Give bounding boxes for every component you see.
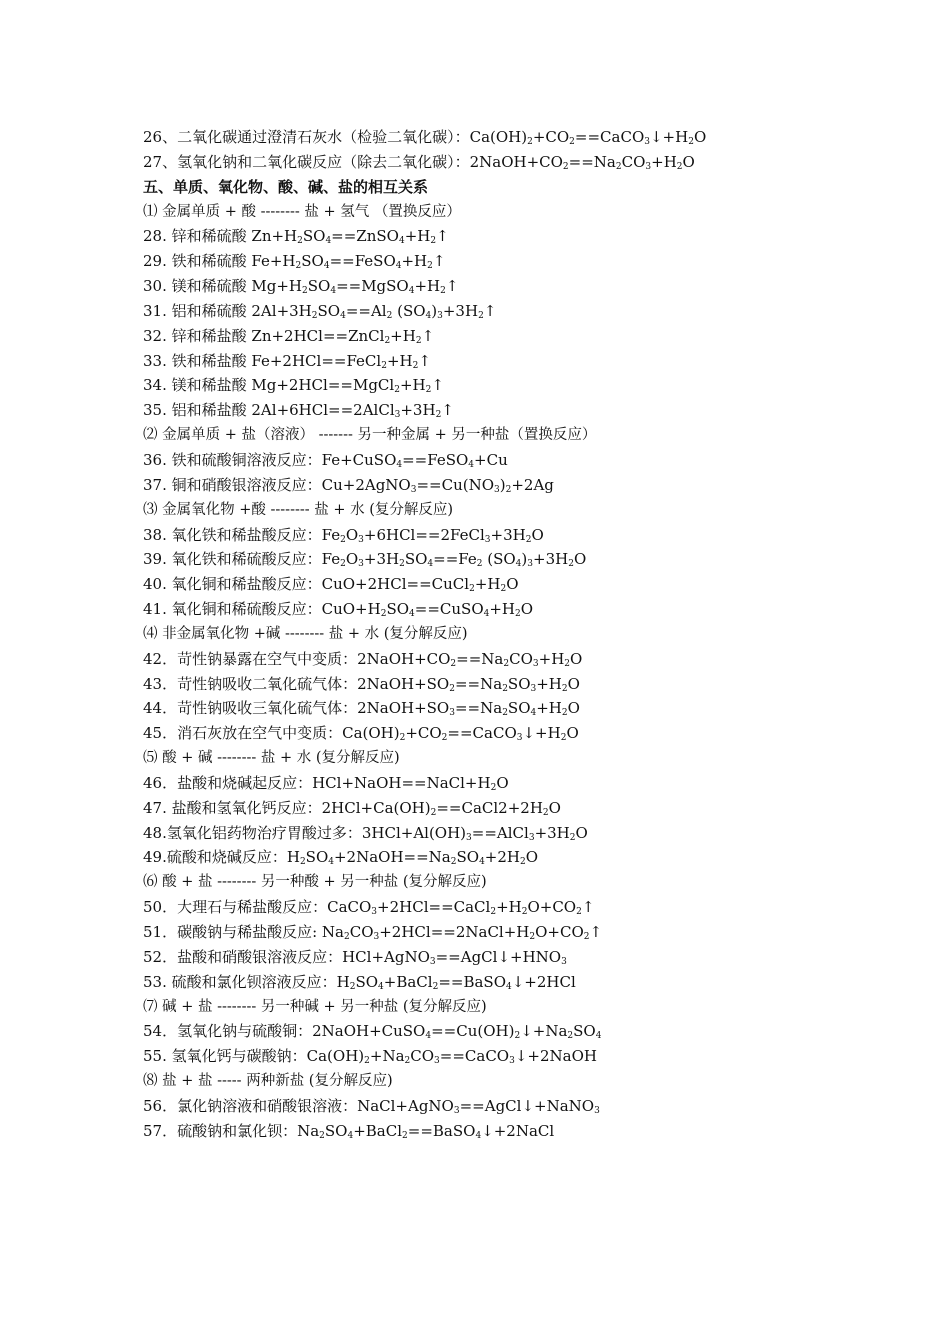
reaction-line: 41. 氧化铜和稀硫酸反应：$CuO+H_2SO_4==CuSO_4+H_2O$ <box>143 600 534 620</box>
reaction-line: 46．盐酸和烧碱起反应：$HCl+NaOH==NaCl+H_2O$ <box>143 773 509 793</box>
reaction-line: 31. 铝和稀硫酸 $2Al+3H_2SO_4==Al_2$ $(SO_4)_3+3H_2↑$ <box>143 301 497 321</box>
reaction-category: ⑶ 金属氧化物 +酸 -------- 盐 + 水 (复分解反应) <box>143 501 454 518</box>
reaction-line: 34. 镁和稀盐酸 $Mg+2HCl==MgCl_2+H_2↑$ <box>143 376 444 396</box>
reaction-line: 30. 镁和稀硫酸 $Mg+H_2SO_4==MgSO_4+H_2↑$ <box>143 277 459 297</box>
reaction-line: 50．大理石与稀盐酸反应：$CaCO_3+2HCl==CaCl_2+H_2O+CO_2↑$ <box>143 898 595 918</box>
reaction-line: 42．苛性钠暴露在空气中变质：$2NaOH+CO_2==Na_2CO_3+H_2O$ <box>143 649 583 669</box>
reaction-category: ⑻ 盐 + 盐 ----- 两种新盐 (复分解反应) <box>143 1073 393 1090</box>
reaction-line: 49.硫酸和烧碱反应：$H_2SO_4+2NaOH==Na_2SO_4+2H_2O$ <box>143 848 539 868</box>
reaction-line: 32. 锌和稀盐酸 $Zn+2HCl==ZnCl_2+H_2↑$ <box>143 326 435 346</box>
reaction-line: 26、二氧化碳通过澄清石灰水（检验二氧化碳）：$Ca(OH)_2+CO_2==CaCO_3↓+H_2O$ <box>143 128 707 147</box>
reaction-line: 51．碳酸钠与稀盐酸反应: $Na_2CO_3+2HCl==2NaCl+H_2O+CO_2↑$ <box>143 923 603 942</box>
reaction-line: 33. 铁和稀盐酸 $Fe+2HCl==FeCl_2+H_2↑$ <box>143 351 431 371</box>
reaction-line: 45．消石灰放在空气中变质：$Ca(OH)_2+CO_2==CaCO_3↓+H_2O$ <box>143 724 579 744</box>
document-body <box>143 125 843 1144</box>
reaction-line: 56．氯化钠溶液和硝酸银溶液：NaCl+AgNO$_3$==AgCl↓+NaNO$_3$ <box>143 1096 600 1116</box>
reaction-category: ⑸ 酸 + 碱 -------- 盐 + 水 (复分解反应) <box>143 750 400 767</box>
reaction-line: 27、氢氧化钠和二氧化碳反应（除去二氧化碳）：$2NaOH+CO_2==Na_2CO_3+H_2O$ <box>143 152 695 172</box>
reaction-line: 48.氢氧化铝药物治疗胃酸过多：$3HCl+Al(OH)_3==AlCl_3+3H_2O$ <box>143 823 588 843</box>
reaction-line: 36. 铁和硫酸铜溶液反应：Fe+CuSO$_4$==FeSO$_4$+Cu <box>143 450 508 470</box>
reaction-line: 44．苛性钠吸收三氧化硫气体：$2NaOH+SO_3==Na_2SO_4+H_2O$ <box>143 699 580 719</box>
reaction-line: 39. 氧化铁和稀硫酸反应：$Fe_2O_3+3H_2SO_4==Fe_2$ $(SO_4)_3+3H_2O$ <box>143 550 587 570</box>
reaction-line: 55. 氢氧化钙与碳酸钠：$Ca(OH)_2+Na_2CO_3==CaCO_3↓+2NaOH$ <box>143 1047 597 1067</box>
reaction-line: 29. 铁和稀硫酸 $Fe+H_2SO_4==FeSO_4+H_2↑$ <box>143 252 446 272</box>
reaction-line: 53. 硫酸和氯化钡溶液反应：$H_2SO_4+BaCl_2==BaSO_4↓+2HCl$ <box>143 972 576 992</box>
reaction-line: 54．氢氧化钠与硫酸铜：$2NaOH+CuSO_4==Cu(OH)_2↓+Na_2SO_4$ <box>143 1022 602 1042</box>
reaction-line: 52．盐酸和硝酸银溶液反应：$HCl+AgNO_3==AgCl↓+HNO_3$ <box>143 947 567 967</box>
reaction-category: ⑴ 金属单质 + 酸 -------- 盐 + 氢气 （置换反应） <box>143 203 461 220</box>
reaction-line: 47. 盐酸和氢氧化钙反应：$2HCl+Ca(OH)_2==CaCl2+2H_2O$ <box>143 798 561 818</box>
reaction-line: 37. 铜和硝酸银溶液反应：$Cu+2AgNO_3==Cu(NO_3)_2+2Ag$ <box>143 475 554 495</box>
reaction-line: 35. 铝和稀盐酸 $2Al+6HCl==2AlCl_3+3H_2↑$ <box>143 401 454 421</box>
section-heading: 五、单质、氧化物、酸、碱、盐的相互关系 <box>143 177 429 196</box>
reaction-category: ⑺ 碱 + 盐 -------- 另一种碱 + 另一种盐 (复分解反应) <box>143 998 487 1015</box>
reaction-category: ⑵ 金属单质 + 盐（溶液） ------- 另一种金属 + 另一种盐（置换反应） <box>143 427 597 444</box>
reaction-line: 43．苛性钠吸收二氧化硫气体：$2NaOH+SO_2==Na_2SO_3+H_2O$ <box>143 674 580 694</box>
reaction-line: 57．硫酸钠和氯化钡：$Na_2SO_4+BaCl_2==BaSO_4↓+2NaCl$ <box>143 1121 555 1141</box>
reaction-line: 38. 氧化铁和稀盐酸反应：$Fe_2O_3+6HCl==2FeCl_3+3H_2O$ <box>143 525 544 545</box>
reaction-category: ⑷ 非金属氧化物 +碱 -------- 盐 + 水 (复分解反应) <box>143 625 468 642</box>
reaction-category: ⑹ 酸 + 盐 -------- 另一种酸 + 另一种盐 (复分解反应) <box>143 874 487 891</box>
reaction-line: 40. 氧化铜和稀盐酸反应：$CuO+2HCl==CuCl_2+H_2O$ <box>143 575 519 595</box>
reaction-line: 28. 锌和稀硫酸 $Zn+H_2SO_4==ZnSO_4+H_2↑$ <box>143 227 449 247</box>
